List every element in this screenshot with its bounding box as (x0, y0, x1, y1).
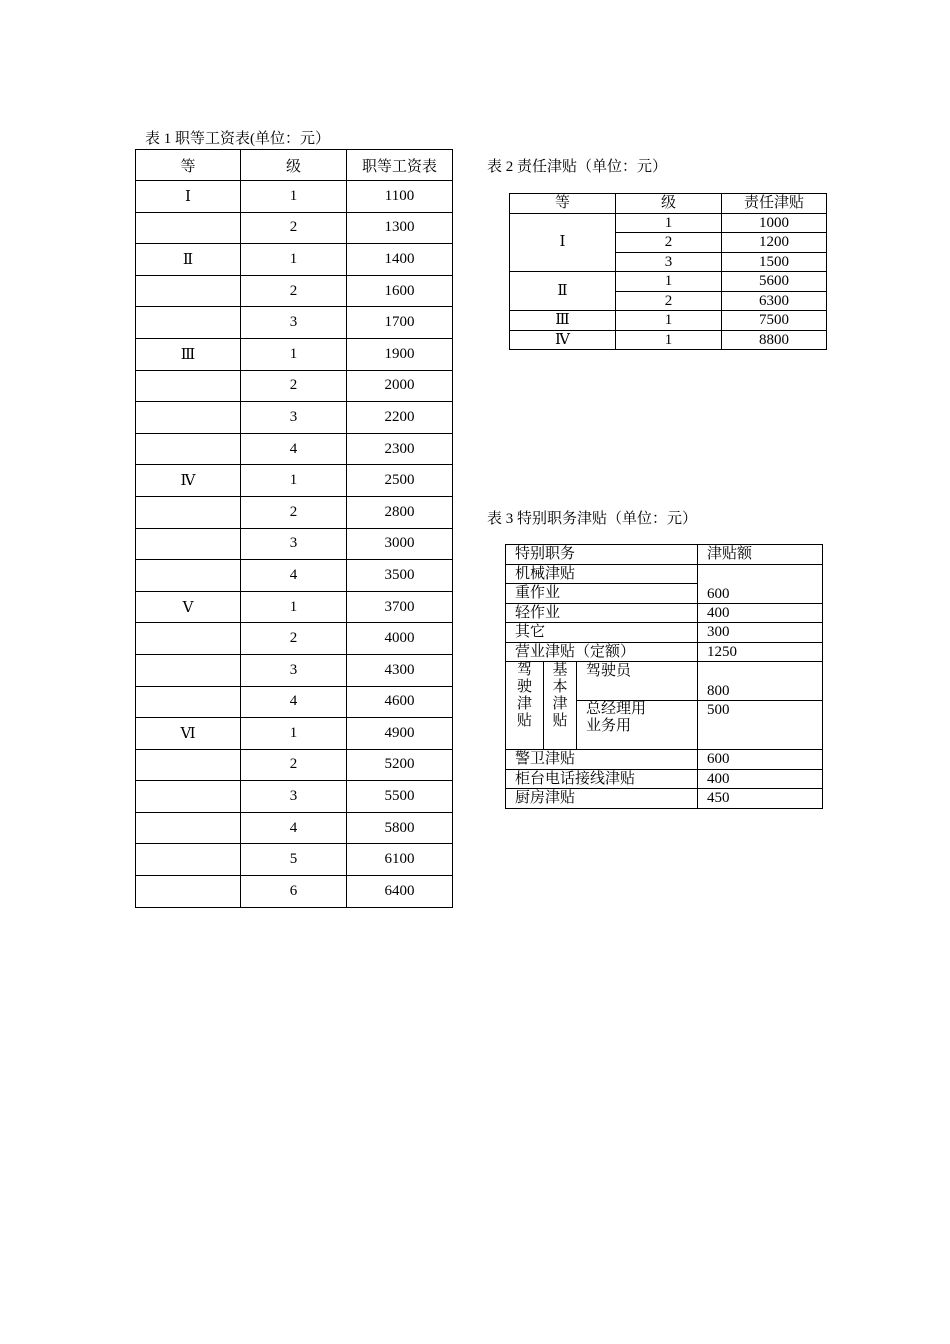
table-row (136, 244, 453, 276)
table3-guard-amount: 600 (698, 750, 823, 770)
table1-level-cell: 2 (241, 370, 347, 402)
table1-level-cell: 2 (241, 496, 347, 528)
table1-grade-cell: Ⅴ (136, 591, 241, 623)
table1-grade-cell: Ⅵ (136, 718, 241, 750)
table1-amount-cell: 1900 (347, 338, 453, 370)
table-row (136, 591, 453, 623)
table1-grade-cell: Ⅳ (136, 465, 241, 497)
table3-other-amount: 300 (698, 623, 823, 643)
table1-amount-cell: 4000 (347, 623, 453, 655)
table-row (136, 781, 453, 813)
table3-kitchen-label: 厨房津贴 (506, 789, 698, 809)
table1-grade-cell (136, 275, 241, 307)
table3-driver-label: 驾驶员 (577, 662, 698, 701)
table-row (510, 311, 827, 331)
table1-grade-cell (136, 844, 241, 876)
table1-amount-cell: 3700 (347, 591, 453, 623)
table1-level-cell: 2 (241, 623, 347, 655)
table1-level-cell: 4 (241, 686, 347, 718)
table-row (510, 213, 827, 233)
table3-header-amount: 津贴额 (698, 545, 823, 565)
table-row (510, 330, 827, 350)
table1-level-cell: 1 (241, 718, 347, 750)
table-row (136, 307, 453, 339)
table1-level-cell: 3 (241, 781, 347, 813)
table2-amount-cell: 6300 (722, 291, 827, 311)
table1-amount-cell: 1400 (347, 244, 453, 276)
table2-header-amount: 责任津贴 (722, 194, 827, 214)
table-row (506, 750, 823, 770)
table1-grade-cell (136, 876, 241, 908)
table2-grade-cell: Ⅱ (510, 272, 616, 311)
table2-level-cell: 2 (616, 233, 722, 253)
table-row (136, 876, 453, 908)
table3-guard-label: 警卫津贴 (506, 750, 698, 770)
table1-level-cell: 1 (241, 338, 347, 370)
table-row (136, 718, 453, 750)
table-row (506, 789, 823, 809)
table1-grade-cell (136, 654, 241, 686)
table-row (506, 769, 823, 789)
table1-amount-cell: 3000 (347, 528, 453, 560)
table2-header-level: 级 (616, 194, 722, 214)
table2-level-cell: 2 (616, 291, 722, 311)
table3-basic-allowance-vertical (544, 662, 577, 750)
table-row (136, 560, 453, 592)
table3-counter-amount: 400 (698, 769, 823, 789)
table1-level-cell: 4 (241, 433, 347, 465)
table-row (136, 212, 453, 244)
table2-amount-cell: 5600 (722, 272, 827, 292)
table2-grade-cell: Ⅳ (510, 330, 616, 350)
table-row (136, 402, 453, 434)
table3-header-duty: 特别职务 (506, 545, 698, 565)
table1-grade-cell (136, 528, 241, 560)
table3-light-label: 轻作业 (506, 603, 698, 623)
table1-amount-cell: 2300 (347, 433, 453, 465)
table-row (506, 603, 823, 623)
table3-driver-amount: 800 (698, 662, 823, 701)
table1-caption: 表 1 职等工资表(单位：元） (145, 131, 330, 147)
table-row (506, 642, 823, 662)
table1-grade-cell (136, 623, 241, 655)
table1-amount-cell: 1600 (347, 275, 453, 307)
table1-amount-cell: 5800 (347, 812, 453, 844)
table2-header-grade: 等 (510, 194, 616, 214)
table1-grade-cell: Ⅲ (136, 338, 241, 370)
table1-amount-cell: 2000 (347, 370, 453, 402)
table-row (506, 623, 823, 643)
table1-grade-cell (136, 496, 241, 528)
table-row (136, 181, 453, 213)
table1-header-grade: 等 (136, 150, 241, 181)
table1-level-cell: 3 (241, 528, 347, 560)
table2-level-cell: 1 (616, 311, 722, 331)
table1-grade-cell: Ⅰ (136, 181, 241, 213)
table3-mech-label: 机械津贴 (506, 564, 698, 584)
table-row (136, 844, 453, 876)
table2-grade-cell: Ⅰ (510, 213, 616, 272)
table1-amount-cell: 3500 (347, 560, 453, 592)
table1-amount-cell: 1100 (347, 181, 453, 213)
table2-level-cell: 1 (616, 330, 722, 350)
table-row (136, 370, 453, 402)
table3-gm-cell (577, 701, 698, 750)
table3-caption: 表 3 特别职务津贴（单位：元） (487, 511, 698, 527)
table2-amount-cell: 1000 (722, 213, 827, 233)
table1-level-cell: 2 (241, 275, 347, 307)
table-row (506, 564, 823, 584)
table1-level-cell: 3 (241, 654, 347, 686)
table-row (136, 623, 453, 655)
table1-level-cell: 4 (241, 560, 347, 592)
table2-amount-cell: 1500 (722, 252, 827, 272)
table3-light-amount: 400 (698, 603, 823, 623)
table3-basic-label: 基本津贴 (552, 662, 568, 729)
table1-level-cell: 1 (241, 591, 347, 623)
table1-amount-cell: 1700 (347, 307, 453, 339)
table-row (510, 272, 827, 292)
table3-other-label: 其它 (506, 623, 698, 643)
table-row (136, 528, 453, 560)
table2-header-row (510, 194, 827, 214)
table1-amount-cell: 1300 (347, 212, 453, 244)
table1-header-level: 级 (241, 150, 347, 181)
table3-gm-line2: 业务用 (586, 718, 632, 734)
table3-heavy-label: 重作业 (506, 584, 698, 604)
table-row (136, 433, 453, 465)
table1-level-cell: 5 (241, 844, 347, 876)
table1-amount-cell: 4900 (347, 718, 453, 750)
table-row (136, 275, 453, 307)
table2-amount-cell: 7500 (722, 311, 827, 331)
table1-level-cell: 2 (241, 212, 347, 244)
table1-grade-cell (136, 560, 241, 592)
table-row (136, 496, 453, 528)
table1-grade-cell (136, 370, 241, 402)
table1-header-amount: 职等工资表 (347, 150, 453, 181)
table1-amount-cell: 2200 (347, 402, 453, 434)
table2-level-cell: 3 (616, 252, 722, 272)
table1-amount-cell: 2500 (347, 465, 453, 497)
table1-level-cell: 6 (241, 876, 347, 908)
table1-grade-cell (136, 749, 241, 781)
table3-gm-amount: 500 (698, 701, 823, 750)
table1-header-row (136, 150, 453, 181)
table3-heavy-amount: 600 (698, 564, 823, 603)
table2-caption: 表 2 责任津贴（单位：元） (487, 159, 668, 175)
table1-grade-cell: Ⅱ (136, 244, 241, 276)
salary-grade-table (135, 149, 453, 908)
table1-grade-cell (136, 212, 241, 244)
table2-grade-cell: Ⅲ (510, 311, 616, 331)
table3-counter-label: 柜台电话接线津贴 (506, 769, 698, 789)
table1-grade-cell (136, 781, 241, 813)
table1-level-cell: 1 (241, 181, 347, 213)
table-row (136, 338, 453, 370)
table3-driving-label: 驾驶津贴 (517, 662, 533, 729)
table-row (136, 465, 453, 497)
table2-level-cell: 1 (616, 213, 722, 233)
table1-level-cell: 3 (241, 402, 347, 434)
table1-amount-cell: 4600 (347, 686, 453, 718)
table1-amount-cell: 6400 (347, 876, 453, 908)
table3-kitchen-amount: 450 (698, 789, 823, 809)
table1-amount-cell: 5200 (347, 749, 453, 781)
table3-gm-line1: 总经理用 (586, 701, 647, 717)
table-row (136, 654, 453, 686)
table1-level-cell: 1 (241, 244, 347, 276)
table-row (136, 686, 453, 718)
responsibility-allowance-table (509, 193, 827, 350)
table-row (506, 662, 823, 701)
table-row (136, 749, 453, 781)
table2-level-cell: 1 (616, 272, 722, 292)
table3-business-amount: 1250 (698, 642, 823, 662)
table1-amount-cell: 2800 (347, 496, 453, 528)
table1-level-cell: 1 (241, 465, 347, 497)
table1-grade-cell (136, 402, 241, 434)
table3-driving-allowance-vertical (506, 662, 544, 750)
table1-level-cell: 4 (241, 812, 347, 844)
table1-grade-cell (136, 812, 241, 844)
table-row (136, 812, 453, 844)
table3-business-label: 营业津贴（定额） (506, 642, 698, 662)
table1-level-cell: 2 (241, 749, 347, 781)
table1-amount-cell: 5500 (347, 781, 453, 813)
table1-level-cell: 3 (241, 307, 347, 339)
table3-header-row (506, 545, 823, 565)
special-duty-allowance-table (505, 544, 823, 809)
table1-amount-cell: 6100 (347, 844, 453, 876)
table1-grade-cell (136, 433, 241, 465)
table1-grade-cell (136, 686, 241, 718)
table2-amount-cell: 8800 (722, 330, 827, 350)
table1-amount-cell: 4300 (347, 654, 453, 686)
table2-amount-cell: 1200 (722, 233, 827, 253)
table1-grade-cell (136, 307, 241, 339)
